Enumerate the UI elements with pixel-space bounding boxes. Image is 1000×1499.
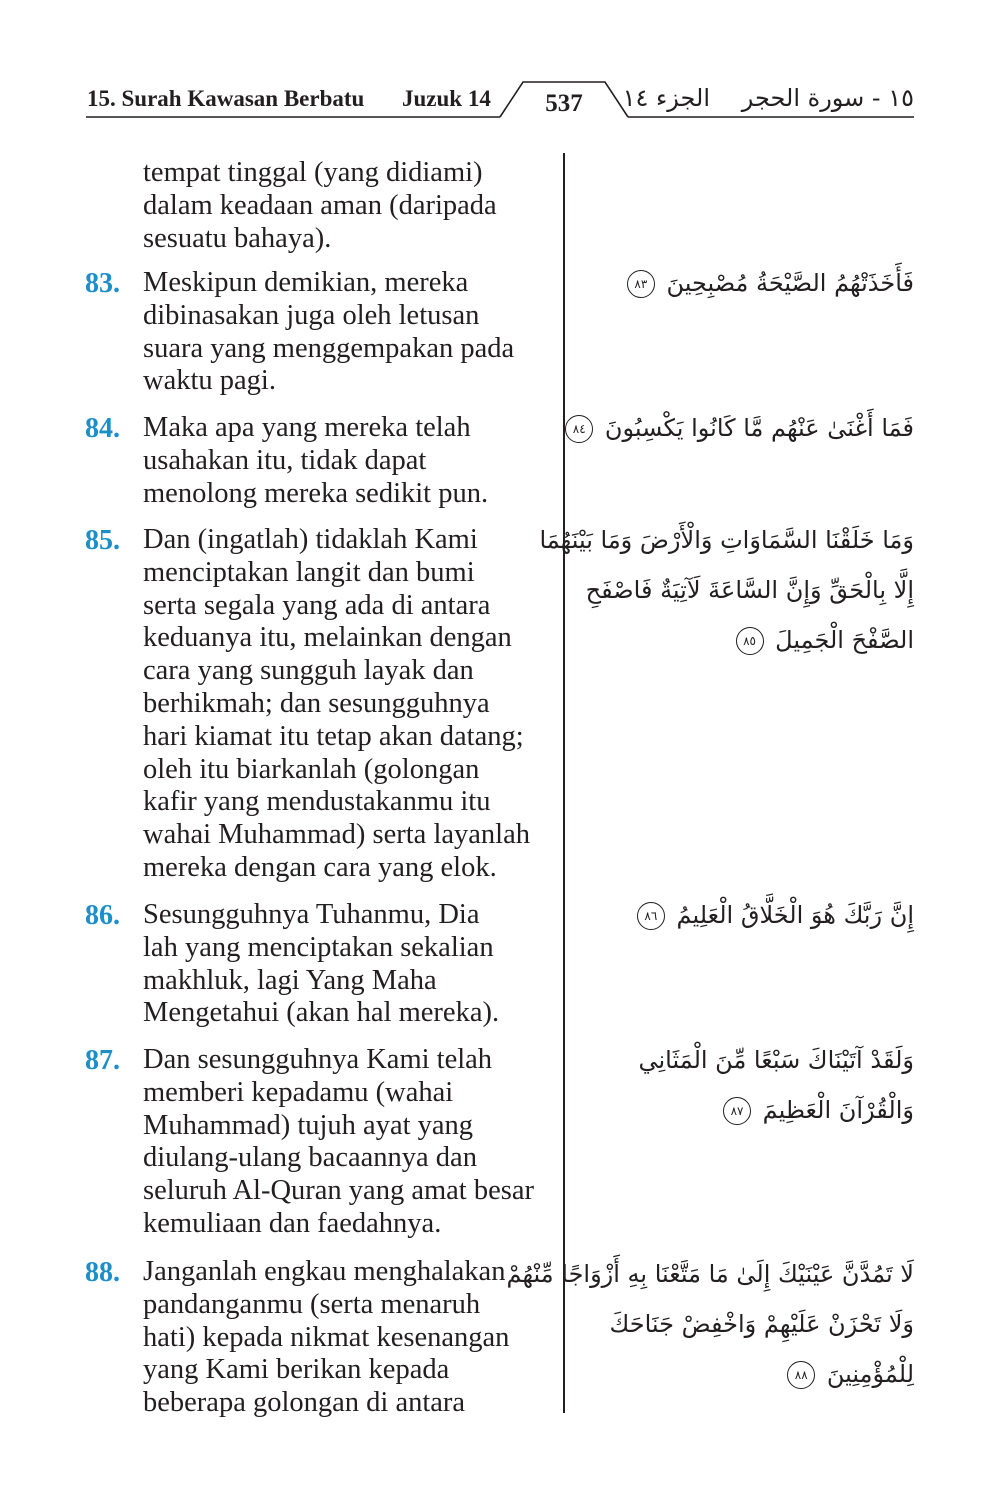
- juz-label: Juzuk 14: [402, 86, 491, 111]
- column-divider: [563, 153, 565, 1413]
- arabic-verse-84: [572, 403, 914, 453]
- arabic-verse-87: [584, 1035, 914, 1135]
- arabic-line: فَمَا أَغْنَىٰ عَنْهُم مَّا كَانُوا يَكْسِبُونَ ٨٤: [584, 403, 914, 453]
- arabic-line: فَأَخَذَتْهُمُ الصَّيْحَةُ مُصْبِحِينَ ٨٣: [584, 258, 914, 308]
- verse-number: 85.: [85, 525, 120, 556]
- arabic-line: إِنَّ رَبَّكَ هُوَ الْخَلَّاقُ الْعَلِيمُ ٨٦: [584, 890, 914, 940]
- arabic-line: لَا تَمُدَّنَّ عَيْنَيْكَ إِلَىٰ مَا مَتَّعْنَا بِهِ أَزْوَاجًا مِّنْهُمْ: [506, 1260, 914, 1288]
- arabic-verse-85: [539, 515, 914, 665]
- arabic-verse-83: [584, 258, 914, 308]
- ayah-end-marker: ٨٧: [723, 1097, 751, 1125]
- ayah-end-marker: ٨٣: [627, 270, 655, 298]
- ayah-end-marker: ٨٦: [637, 902, 665, 930]
- arabic-line: لِلْمُؤْمِنِينَ ٨٨: [584, 1349, 914, 1399]
- continuation-text: tempat tinggal (yang didiami) dalam keadaan aman (daripada sesuatu bahaya).: [143, 157, 497, 254]
- verse-translation: Maka apa yang mereka telah usahakan itu, tidak dapat menolong mereka sedikit pun.: [143, 412, 489, 509]
- verse-translation: Dan (ingatlah) tidaklah Kami menciptakan langit dan bumi serta segala yang ada di antara keduanya itu, melainkan dengan cara yang sungguh layak dan berhikmah; dan sesungguhnya hari kiamat itu tetap akan datang; oleh itu biarkanlah (golongan kafir yang mendustakanmu itu wahai Muhammad) serta layanlah mereka dengan cara yang elok.: [143, 524, 530, 883]
- verse-number: 88.: [85, 1257, 120, 1288]
- page-number: 537: [545, 90, 583, 117]
- arabic-line: وَلَقَدْ آتَيْنَاكَ سَبْعًا مِّنَ الْمَثَانِي: [638, 1046, 914, 1074]
- verse-translation: Sesungguhnya Tuhanmu, Dia lah yang menciptakan sekalian makhluk, lagi Yang Maha Mengetahui (akan hal mereka).: [143, 899, 500, 1029]
- verse-number: 83.: [85, 268, 120, 299]
- arabic-line: وَالْقُرْآنَ الْعَظِيمَ ٨٧: [584, 1085, 914, 1135]
- verse-translation: Meskipun demikian, mereka dibinasakan juga oleh letusan suara yang menggempakan pada waktu pagi.: [143, 267, 515, 397]
- juz-arabic: الجزء ١٤: [622, 84, 710, 112]
- ayah-end-marker: ٨٥: [736, 627, 764, 655]
- ayah-end-marker: ٨٤: [565, 415, 593, 443]
- surah-title: 15. Surah Kawasan Berbatu: [87, 86, 365, 111]
- verse-number: 87.: [85, 1045, 120, 1076]
- verse-translation: Janganlah engkau menghalakan pandanganmu (serta menaruh hati) kepada nikmat kesenangan yang Kami berikan kepada beberapa golongan di antara: [143, 1256, 510, 1419]
- arabic-line: الصَّفْحَ الْجَمِيلَ ٨٥: [584, 615, 914, 665]
- verse-number: 84.: [85, 413, 120, 444]
- verse-number: 86.: [85, 900, 120, 931]
- arabic-verse-88: [506, 1249, 914, 1399]
- page-header: [0, 0, 1000, 130]
- arabic-line: وَلَا تَحْزَنْ عَلَيْهِمْ وَاخْفِضْ جَنَاحَكَ: [609, 1310, 914, 1338]
- ayah-end-marker: ٨٨: [787, 1361, 815, 1389]
- arabic-verse-86: [584, 890, 914, 940]
- arabic-line: وَمَا خَلَقْنَا السَّمَاوَاتِ وَالْأَرْضَ وَمَا بَيْنَهُمَا: [539, 526, 914, 554]
- surah-title-arabic: ١٥ - سورة الحجر: [741, 84, 914, 112]
- verse-translation: Dan sesungguhnya Kami telah memberi kepadamu (wahai Muhammad) tujuh ayat yang diulang-ulang bacaannya dan seluruh Al-Quran yang amat besar kemuliaan dan faedahnya.: [143, 1044, 534, 1239]
- arabic-line: إِلَّا بِالْحَقِّ وَإِنَّ السَّاعَةَ لَآتِيَةٌ فَاصْفَحِ: [585, 576, 914, 604]
